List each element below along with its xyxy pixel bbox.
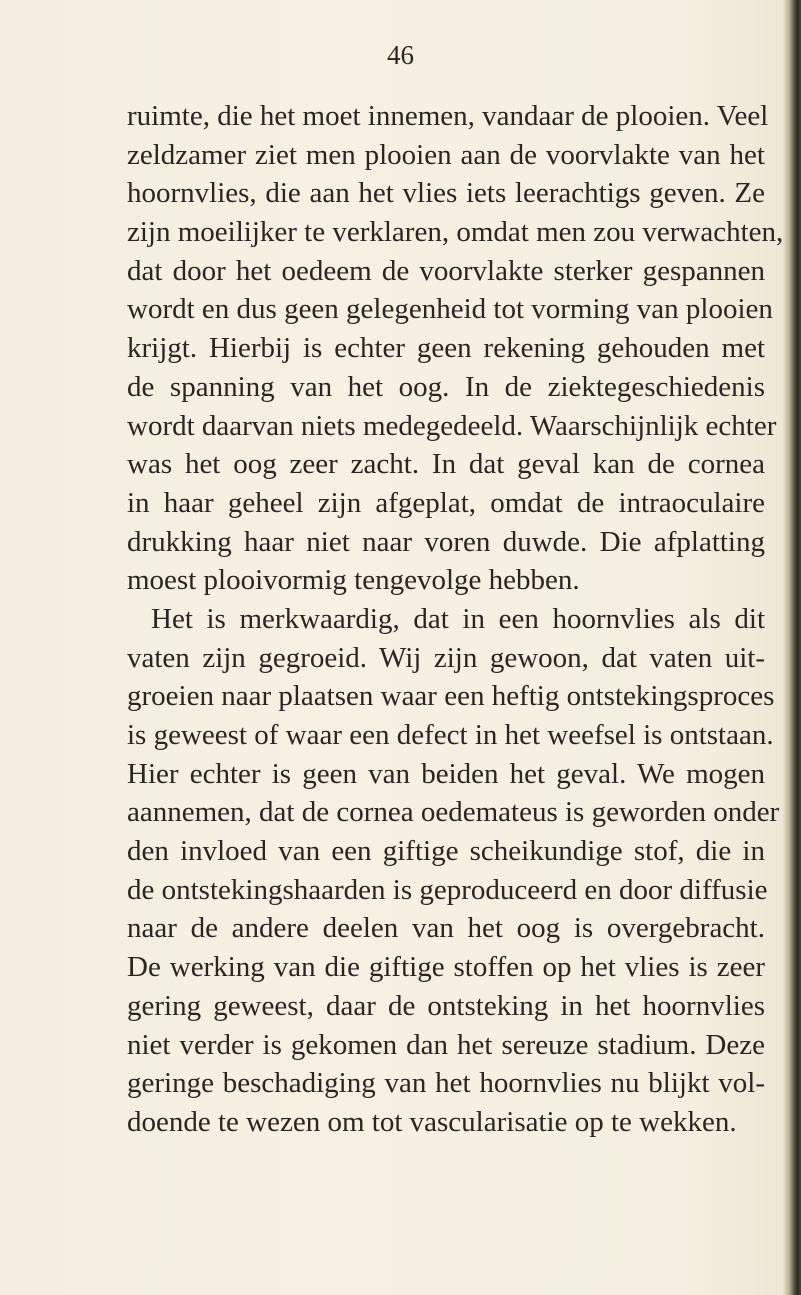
text-line: aannemen, dat de cornea oedemateus is geworden onder bbox=[127, 796, 780, 829]
text-line: drukking haar niet naar voren duwde. Die afplatting bbox=[127, 525, 765, 558]
text-line: den invloed van een giftige scheikundige stof, die in bbox=[127, 835, 765, 868]
text-line: wordt daarvan niets medegedeeld. Waarschijnlijk echter bbox=[127, 409, 777, 442]
text-line: niet verder is gekomen dan het sereuze stadium. Deze bbox=[127, 1028, 765, 1061]
text-line: hoornvlies, die aan het vlies iets leerachtigs geven. Ze bbox=[127, 177, 765, 210]
text-line: zijn moeilijker te verklaren, omdat men zou verwachten, bbox=[127, 216, 784, 249]
text-line: naar de andere deelen van het oog is overgebracht. bbox=[127, 912, 765, 945]
paragraph-end-line: doende te wezen om tot vascularisatie op te wekken. bbox=[127, 1105, 737, 1138]
text-line: gering geweest, daar de ontsteking in het hoornvlies bbox=[127, 989, 765, 1022]
text-line: krijgt. Hierbij is echter geen rekening gehouden met bbox=[127, 332, 765, 365]
paragraph-end-line: moest plooivormig tengevolge hebben. bbox=[127, 564, 580, 597]
body-text bbox=[127, 97, 784, 1142]
text-line: de spanning van het oog. In de ziektegeschiedenis bbox=[127, 370, 765, 403]
text-line: ruimte, die het moet innemen, vandaar de plooien. Veel bbox=[127, 100, 769, 132]
text-line: de ontstekingshaarden is geproduceerd en door diffusie bbox=[127, 873, 768, 906]
text-line: geringe beschadiging van het hoornvlies nu blijkt vol- bbox=[127, 1067, 765, 1100]
text-line: groeien naar plaatsen waar een heftig ontstekingsproces bbox=[127, 680, 775, 713]
text-line: De werking van die giftige stoffen op het vlies is zeer bbox=[127, 951, 765, 984]
text-line: vaten zijn gegroeid. Wij zijn gewoon, dat vaten uit- bbox=[127, 641, 765, 674]
page-number: 46 bbox=[387, 40, 414, 70]
text-line: zeldzamer ziet men plooien aan de voorvlakte van het bbox=[127, 138, 765, 171]
text-line: is geweest of waar een defect in het weefsel is ontstaan. bbox=[127, 719, 774, 751]
page-edge-shadow bbox=[783, 0, 801, 1295]
paragraph-start-line: Het is merkwaardig, dat in een hoornvlies als dit bbox=[151, 602, 765, 635]
text-line: was het oog zeer zacht. In dat geval kan de cornea bbox=[127, 448, 765, 481]
text-line: wordt en dus geen gelegenheid tot vorming van plooien bbox=[127, 293, 773, 326]
text-line: Hier echter is geen van beiden het geval. We mogen bbox=[127, 757, 765, 790]
text-line: in haar geheel zijn afgeplat, omdat de intraoculaire bbox=[127, 486, 765, 519]
text-line: dat door het oedeem de voorvlakte sterker gespannen bbox=[127, 254, 765, 287]
